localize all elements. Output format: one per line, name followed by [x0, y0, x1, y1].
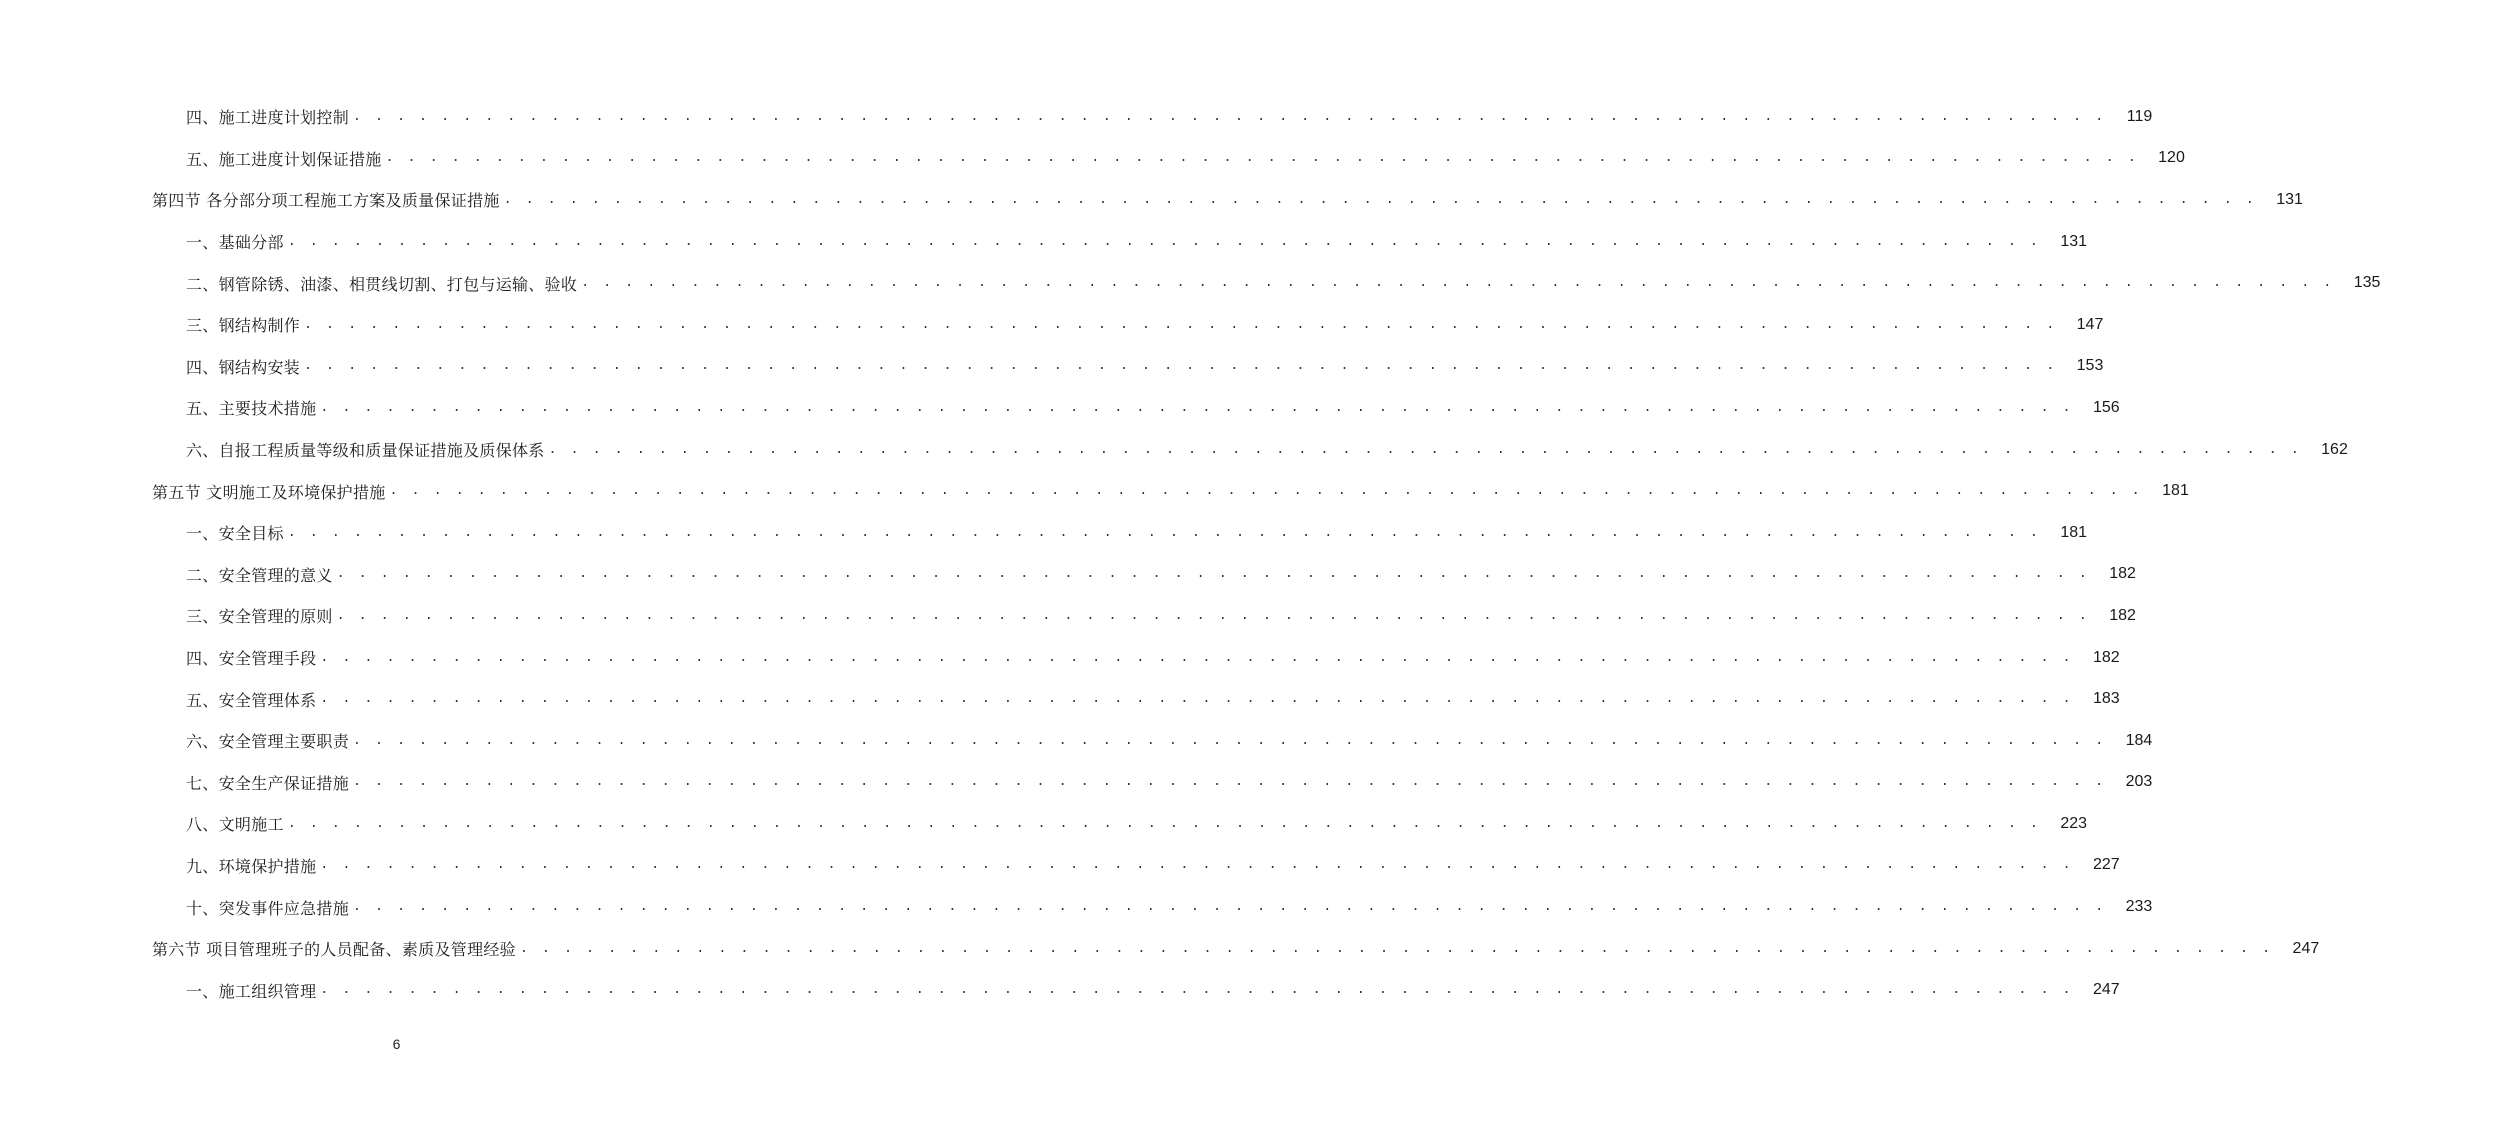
toc-subsection-entry[interactable] — [0, 138, 2185, 180]
toc-subsection-entry[interactable] — [0, 595, 2136, 637]
toc-dot-leader: . . . . . . . . . . . . . . . . . . . . . . . . . . . . . . . . . . . . . . . . . . . . . . . . . . . . . . . . . . . . . . . . . . . . . . . . . . . . . . . . — [353, 899, 2107, 915]
table-of-contents — [0, 96, 2381, 1011]
toc-entry-title: 八、文明施工 — [186, 815, 284, 835]
toc-subsection-entry[interactable] — [0, 637, 2120, 679]
toc-dot-leader: . . . . . . . . . . . . . . . . . . . . . . . . . . . . . . . . . . . . . . . . . . . . . . . . . . . . . . . . . . . . . . . . . . . . . . . . . . . . . . . . — [320, 399, 2074, 415]
toc-page-number: 247 — [2092, 981, 2120, 999]
toc-dot-leader: . . . . . . . . . . . . . . . . . . . . . . . . . . . . . . . . . . . . . . . . . . . . . . . . . . . . . . . . . . . . . . . . . . . . . . . . . . . . . . . . — [320, 982, 2074, 998]
toc-subsection-entry[interactable] — [0, 554, 2136, 596]
toc-entry-title: 第六节 项目管理班子的人员配备、素质及管理经验 — [152, 940, 516, 960]
toc-dot-leader: . . . . . . . . . . . . . . . . . . . . . . . . . . . . . . . . . . . . . . . . . . . . . . . . . . . . . . . . . . . . . . . . . . . . . . . . . . . . . . . . — [336, 566, 2090, 582]
toc-dot-leader: . . . . . . . . . . . . . . . . . . . . . . . . . . . . . . . . . . . . . . . . . . . . . . . . . . . . . . . . . . . . . . . . . . . . . . . . . . . . . . . . — [353, 732, 2107, 748]
toc-section-entry[interactable] — [0, 928, 2320, 970]
toc-subsection-entry[interactable] — [0, 720, 2153, 762]
toc-subsection-entry[interactable] — [0, 969, 2120, 1011]
toc-entry-title: 十、突发事件应急措施 — [186, 898, 350, 918]
toc-dot-leader: . . . . . . . . . . . . . . . . . . . . . . . . . . . . . . . . . . . . . . . . . . . . . . . . . . . . . . . . . . . . . . . . . . . . . . . . . . . . . . . . — [304, 358, 2058, 374]
toc-page-number: 153 — [2076, 357, 2104, 375]
toc-section-entry[interactable] — [0, 470, 2189, 512]
toc-subsection-entry[interactable] — [0, 678, 2120, 720]
toc-entry-title: 四、安全管理手段 — [186, 649, 317, 669]
toc-entry-title: 四、钢结构安装 — [186, 357, 301, 377]
toc-entry-title: 六、自报工程质量等级和质量保证措施及质保体系 — [186, 441, 545, 461]
toc-subsection-entry[interactable] — [0, 262, 2381, 304]
toc-dot-leader: . . . . . . . . . . . . . . . . . . . . . . . . . . . . . . . . . . . . . . . . . . . . . . . . . . . . . . . . . . . . . . . . . . . . . . . . . . . . . . . . — [503, 191, 2257, 207]
toc-dot-leader: . . . . . . . . . . . . . . . . . . . . . . . . . . . . . . . . . . . . . . . . . . . . . . . . . . . . . . . . . . . . . . . . . . . . . . . . . . . . . . . . — [548, 441, 2302, 457]
toc-dot-leader: . . . . . . . . . . . . . . . . . . . . . . . . . . . . . . . . . . . . . . . . . . . . . . . . . . . . . . . . . . . . . . . . . . . . . . . . . . . . . . . . — [581, 275, 2335, 291]
toc-page-number: 181 — [2162, 482, 2189, 500]
toc-page-number: 147 — [2076, 315, 2104, 333]
toc-entry-title: 四、施工进度计划控制 — [186, 108, 350, 128]
toc-subsection-entry[interactable] — [0, 304, 2104, 346]
toc-page-number: 203 — [2125, 773, 2153, 791]
toc-dot-leader: . . . . . . . . . . . . . . . . . . . . . . . . . . . . . . . . . . . . . . . . . . . . . . . . . . . . . . . . . . . . . . . . . . . . . . . . . . . . . . . . — [287, 815, 2042, 831]
toc-subsection-entry[interactable] — [0, 96, 2153, 138]
toc-page-number: 131 — [2060, 232, 2088, 250]
toc-entry-title: 五、主要技术措施 — [186, 399, 317, 419]
toc-page-number: 156 — [2092, 398, 2120, 416]
toc-entry-title: 一、施工组织管理 — [186, 981, 317, 1001]
toc-subsection-entry[interactable] — [0, 803, 2088, 845]
toc-subsection-entry[interactable] — [0, 512, 2088, 554]
toc-dot-leader: . . . . . . . . . . . . . . . . . . . . . . . . . . . . . . . . . . . . . . . . . . . . . . . . . . . . . . . . . . . . . . . . . . . . . . . . . . . . . . . . — [320, 649, 2074, 665]
page-number: 6 — [392, 1036, 401, 1052]
toc-dot-leader: . . . . . . . . . . . . . . . . . . . . . . . . . . . . . . . . . . . . . . . . . . . . . . . . . . . . . . . . . . . . . . . . . . . . . . . . . . . . . . . . — [389, 483, 2143, 499]
toc-entry-title: 一、安全目标 — [186, 524, 284, 544]
toc-page-number: 120 — [2158, 149, 2185, 167]
toc-entry-title: 五、安全管理体系 — [186, 690, 317, 710]
toc-entry-title: 一、基础分部 — [186, 233, 284, 253]
toc-dot-leader: . . . . . . . . . . . . . . . . . . . . . . . . . . . . . . . . . . . . . . . . . . . . . . . . . . . . . . . . . . . . . . . . . . . . . . . . . . . . . . . . — [287, 233, 2042, 249]
toc-entry-title: 二、钢管除锈、油漆、相贯线切割、打包与运输、验收 — [186, 274, 578, 294]
toc-page-number: 119 — [2126, 107, 2153, 125]
toc-page-number: 181 — [2060, 523, 2088, 541]
toc-entry-title: 第五节 文明施工及环境保护措施 — [152, 482, 386, 502]
toc-entry-title: 二、安全管理的意义 — [186, 565, 333, 585]
toc-page-number: 182 — [2109, 565, 2136, 583]
toc-dot-leader: . . . . . . . . . . . . . . . . . . . . . . . . . . . . . . . . . . . . . . . . . . . . . . . . . . . . . . . . . . . . . . . . . . . . . . . . . . . . . . . . — [320, 857, 2074, 873]
toc-dot-leader: . . . . . . . . . . . . . . . . . . . . . . . . . . . . . . . . . . . . . . . . . . . . . . . . . . . . . . . . . . . . . . . . . . . . . . . . . . . . . . . . — [353, 774, 2107, 790]
toc-subsection-entry[interactable] — [0, 221, 2088, 263]
toc-subsection-entry[interactable] — [0, 429, 2348, 471]
toc-entry-title: 五、施工进度计划保证措施 — [186, 149, 382, 169]
toc-entry-title: 三、钢结构制作 — [186, 316, 301, 336]
toc-subsection-entry[interactable] — [0, 845, 2120, 887]
toc-dot-leader: . . . . . . . . . . . . . . . . . . . . . . . . . . . . . . . . . . . . . . . . . . . . . . . . . . . . . . . . . . . . . . . . . . . . . . . . . . . . . . . . — [353, 108, 2107, 124]
toc-entry-title: 三、安全管理的原则 — [186, 607, 333, 627]
toc-entry-title: 六、安全管理主要职责 — [186, 732, 350, 752]
toc-page-number: 247 — [2292, 939, 2320, 957]
toc-page-number: 223 — [2060, 814, 2088, 832]
toc-subsection-entry[interactable] — [0, 387, 2120, 429]
toc-subsection-entry[interactable] — [0, 762, 2153, 804]
toc-dot-leader: . . . . . . . . . . . . . . . . . . . . . . . . . . . . . . . . . . . . . . . . . . . . . . . . . . . . . . . . . . . . . . . . . . . . . . . . . . . . . . . . — [320, 691, 2074, 707]
toc-section-entry[interactable] — [0, 179, 2303, 221]
toc-page-number: 233 — [2125, 898, 2153, 916]
toc-entry-title: 第四节 各分部分项工程施工方案及质量保证措施 — [152, 191, 500, 211]
toc-page-number: 182 — [2092, 648, 2120, 666]
toc-dot-leader: . . . . . . . . . . . . . . . . . . . . . . . . . . . . . . . . . . . . . . . . . . . . . . . . . . . . . . . . . . . . . . . . . . . . . . . . . . . . . . . . — [520, 940, 2274, 956]
toc-page-number: 135 — [2353, 274, 2381, 292]
toc-subsection-entry[interactable] — [0, 886, 2153, 928]
toc-page-number: 183 — [2092, 690, 2120, 708]
toc-page-number: 182 — [2109, 606, 2136, 624]
toc-subsection-entry[interactable] — [0, 346, 2104, 388]
toc-dot-leader: . . . . . . . . . . . . . . . . . . . . . . . . . . . . . . . . . . . . . . . . . . . . . . . . . . . . . . . . . . . . . . . . . . . . . . . . . . . . . . . . — [287, 524, 2042, 540]
toc-entry-title: 九、环境保护措施 — [186, 856, 317, 876]
toc-dot-leader: . . . . . . . . . . . . . . . . . . . . . . . . . . . . . . . . . . . . . . . . . . . . . . . . . . . . . . . . . . . . . . . . . . . . . . . . . . . . . . . . — [385, 150, 2139, 166]
toc-dot-leader: . . . . . . . . . . . . . . . . . . . . . . . . . . . . . . . . . . . . . . . . . . . . . . . . . . . . . . . . . . . . . . . . . . . . . . . . . . . . . . . . — [304, 316, 2058, 332]
toc-page-number: 162 — [2321, 440, 2348, 458]
toc-page-number: 184 — [2125, 731, 2153, 749]
toc-entry-title: 七、安全生产保证措施 — [186, 773, 350, 793]
toc-page-number: 227 — [2092, 856, 2120, 874]
toc-dot-leader: . . . . . . . . . . . . . . . . . . . . . . . . . . . . . . . . . . . . . . . . . . . . . . . . . . . . . . . . . . . . . . . . . . . . . . . . . . . . . . . . — [336, 607, 2090, 623]
toc-page-number: 131 — [2276, 190, 2303, 208]
